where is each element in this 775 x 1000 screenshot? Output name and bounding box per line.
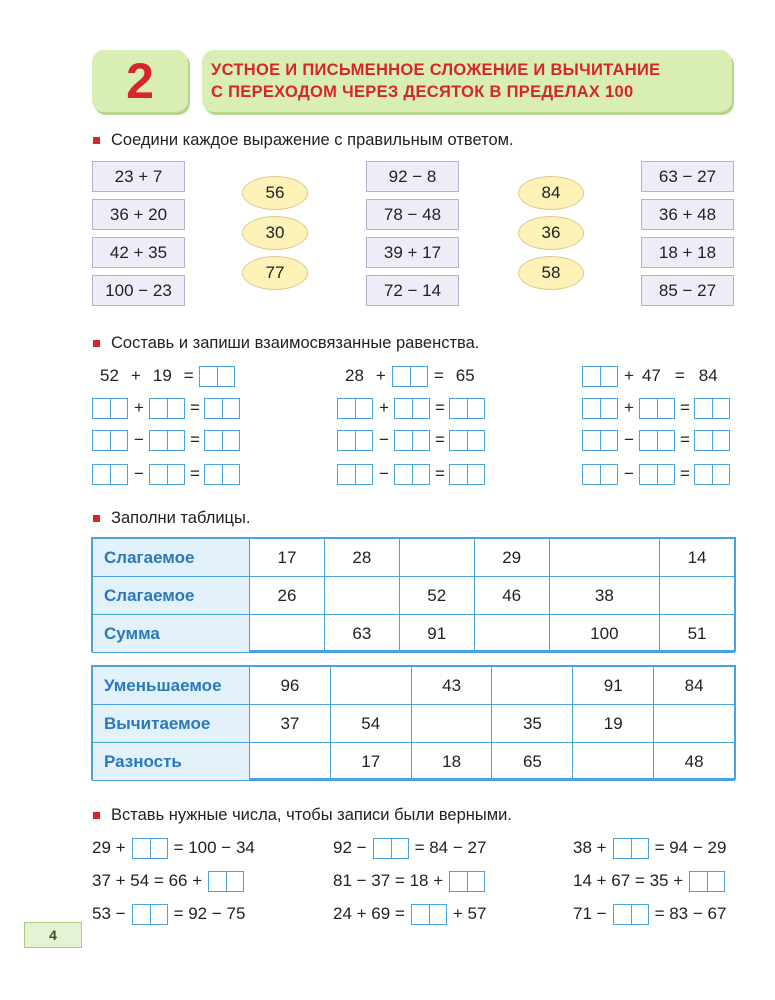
task2-instruction [93, 334, 479, 353]
answer-cells[interactable] [582, 366, 618, 387]
table-row [93, 577, 735, 615]
answer-cells[interactable] [582, 398, 618, 419]
answer-cells[interactable] [132, 838, 168, 859]
expression-box: 36 + 20 [92, 199, 185, 230]
task2-text: Составь и запиши взаимосвязанные равенства. [111, 334, 480, 352]
bullet-icon [93, 812, 100, 819]
table-cell[interactable] [660, 577, 735, 615]
expression-box: 23 + 7 [92, 161, 185, 192]
table-cell[interactable]: 100 [549, 615, 659, 653]
row-label: Сумма [93, 615, 250, 653]
equation-row: − = [337, 429, 485, 451]
equation-right-text: = 83 − 67 [654, 904, 727, 923]
expression-box: 85 − 27 [641, 275, 734, 306]
equation-right-text: = 92 − 75 [173, 904, 246, 923]
equation-left-text: 81 − 37 = 18 + [333, 871, 444, 890]
answer-cells[interactable] [639, 464, 675, 485]
fill-in-equation [333, 870, 491, 892]
bullet-icon [93, 137, 100, 144]
answer-cells[interactable] [92, 464, 128, 485]
answer-cells[interactable] [694, 430, 730, 451]
table-cell[interactable] [250, 615, 325, 653]
equation-row: + = [337, 397, 485, 419]
equation-row: − = [582, 429, 730, 451]
equation-row: + = [92, 397, 240, 419]
expression-box: 36 + 48 [641, 199, 734, 230]
table-row [93, 743, 735, 781]
equation-left-text: 53 − [92, 904, 126, 923]
equation-left-text: 37 + 54 = 66 + [92, 871, 203, 890]
table-cell[interactable]: 48 [654, 743, 735, 781]
table-cell[interactable] [399, 539, 474, 577]
table-cell[interactable] [654, 705, 735, 743]
section-title-line1: УСТНОЕ И ПИСЬМЕННОЕ СЛОЖЕНИЕ И ВЫЧИТАНИЕ [211, 61, 661, 79]
fill-in-equation [573, 837, 726, 859]
answer-cells[interactable] [613, 838, 649, 859]
equation-given: + 47 = 84 [582, 365, 718, 387]
table-cell[interactable]: 18 [411, 743, 492, 781]
answer-cells[interactable] [337, 464, 373, 485]
sum-table [92, 538, 735, 653]
answer-cells[interactable] [149, 398, 185, 419]
answer-cells[interactable] [132, 904, 168, 925]
row-label: Слагаемое [93, 539, 250, 577]
table-cell[interactable]: 54 [330, 705, 411, 743]
table-cell[interactable] [250, 743, 331, 781]
answer-cells[interactable] [411, 904, 447, 925]
answer-cells[interactable] [392, 366, 428, 387]
section-title-banner [202, 50, 732, 112]
fill-in-equation [92, 837, 255, 859]
equation-right-text: = 100 − 34 [173, 838, 255, 857]
equation-row: − = [582, 463, 730, 485]
table-cell[interactable] [411, 705, 492, 743]
answer-cells[interactable] [204, 398, 240, 419]
table-cell[interactable]: 91 [573, 667, 654, 705]
answer-cells[interactable] [149, 430, 185, 451]
task3-instruction [93, 509, 250, 528]
table-row [93, 705, 735, 743]
expression-box: 100 − 23 [92, 275, 185, 306]
table-cell[interactable] [492, 667, 573, 705]
row-label: Вычитаемое [93, 705, 250, 743]
table-cell[interactable] [474, 615, 549, 653]
answer-cells[interactable] [449, 430, 485, 451]
answer-cells[interactable] [204, 430, 240, 451]
expression-box: 63 − 27 [641, 161, 734, 192]
answer-cells[interactable] [639, 398, 675, 419]
answer-cells[interactable] [639, 430, 675, 451]
table-cell[interactable]: 14 [660, 539, 735, 577]
table-cell[interactable]: 28 [324, 539, 399, 577]
equation-row: + = [582, 397, 730, 419]
section-title-line2: С ПЕРЕХОДОМ ЧЕРЕЗ ДЕСЯТОК В ПРЕДЕЛАХ 100 [211, 83, 634, 101]
equation-left-text: 29 + [92, 838, 126, 857]
table-cell[interactable]: 51 [660, 615, 735, 653]
difference-table [92, 666, 735, 781]
table-cell[interactable]: 35 [492, 705, 573, 743]
answer-oval: 36 [518, 216, 584, 250]
answer-cells[interactable] [582, 464, 618, 485]
expression-box: 42 + 35 [92, 237, 185, 268]
table-cell[interactable]: 17 [330, 743, 411, 781]
answer-cells[interactable] [337, 430, 373, 451]
equation-right-text: = 84 − 27 [414, 838, 487, 857]
answer-cells[interactable] [449, 464, 485, 485]
table-cell[interactable]: 37 [250, 705, 331, 743]
answer-cells[interactable] [92, 430, 128, 451]
row-label: Уменьшаемое [93, 667, 250, 705]
row-label: Разность [93, 743, 250, 781]
answer-cells[interactable] [694, 464, 730, 485]
equation-left-text: 14 + 67 = 35 + [573, 871, 684, 890]
table-cell[interactable]: 52 [399, 577, 474, 615]
bullet-icon [93, 340, 100, 347]
answer-cells[interactable] [208, 871, 244, 892]
equation-left-text: 24 + 69 = [333, 904, 405, 923]
task1-instruction [93, 131, 514, 150]
answer-oval: 30 [242, 216, 308, 250]
equation-left-text: 92 − [333, 838, 367, 857]
answer-cells[interactable] [204, 464, 240, 485]
table-cell[interactable]: 84 [654, 667, 735, 705]
answer-oval: 56 [242, 176, 308, 210]
table-cell[interactable] [324, 577, 399, 615]
answer-cells[interactable] [373, 838, 409, 859]
equation-given: 28 + = 65 [345, 366, 475, 385]
table-cell[interactable]: 43 [411, 667, 492, 705]
section-number: 2 [126, 53, 154, 109]
answer-cells[interactable] [394, 430, 430, 451]
answer-cells[interactable] [149, 464, 185, 485]
table-cell[interactable]: 17 [250, 539, 325, 577]
page-number: 4 [24, 922, 82, 948]
equation-right-text: + 57 [452, 904, 487, 923]
answer-cells[interactable] [694, 398, 730, 419]
equation-row: − = [337, 463, 485, 485]
table-cell[interactable]: 19 [573, 705, 654, 743]
table-cell[interactable]: 63 [324, 615, 399, 653]
table-cell[interactable] [330, 667, 411, 705]
answer-cells[interactable] [337, 398, 373, 419]
answer-cells[interactable] [92, 398, 128, 419]
equation-given: 52 + 19 = [100, 365, 235, 387]
fill-in-equation [333, 903, 486, 925]
task3-text: Заполни таблицы. [111, 509, 251, 527]
fill-in-equation [333, 837, 486, 859]
table-cell[interactable]: 91 [399, 615, 474, 653]
table-cell[interactable]: 38 [549, 577, 659, 615]
task1-text: Соедини каждое выражение с правильным ответом. [111, 131, 514, 149]
answer-cells[interactable] [394, 398, 430, 419]
answer-cells[interactable] [449, 398, 485, 419]
table-row [93, 615, 735, 653]
table-row [93, 539, 735, 577]
answer-oval: 77 [242, 256, 308, 290]
answer-cells[interactable] [613, 904, 649, 925]
equation-left-text: 71 − [573, 904, 607, 923]
fill-in-equation [573, 903, 726, 925]
fill-in-equation [92, 903, 245, 925]
answer-oval: 84 [518, 176, 584, 210]
equation-row: − = [92, 463, 240, 485]
fill-in-equation [92, 870, 250, 892]
table-cell[interactable]: 96 [250, 667, 331, 705]
bullet-icon [93, 515, 100, 522]
table-cell[interactable] [549, 539, 659, 577]
expression-box: 78 − 48 [366, 199, 459, 230]
expression-box: 92 − 8 [366, 161, 459, 192]
answer-cells[interactable] [582, 430, 618, 451]
table-cell[interactable]: 46 [474, 577, 549, 615]
row-label: Слагаемое [93, 577, 250, 615]
table-cell[interactable]: 26 [250, 577, 325, 615]
expression-box: 18 + 18 [641, 237, 734, 268]
equation-row: − = [92, 429, 240, 451]
answer-oval: 58 [518, 256, 584, 290]
equation-left-text: 38 + [573, 838, 607, 857]
expression-box: 39 + 17 [366, 237, 459, 268]
table-cell[interactable] [573, 743, 654, 781]
task4-text: Вставь нужные числа, чтобы записи были верными. [111, 806, 512, 824]
answer-cells[interactable] [394, 464, 430, 485]
fill-in-equation [573, 870, 731, 892]
table-cell[interactable]: 29 [474, 539, 549, 577]
expression-box: 72 − 14 [366, 275, 459, 306]
section-number-badge [92, 50, 188, 112]
table-cell[interactable]: 65 [492, 743, 573, 781]
task4-instruction [93, 806, 512, 825]
table-row [93, 667, 735, 705]
equation-right-text: = 94 − 29 [654, 838, 727, 857]
answer-cells[interactable] [449, 871, 485, 892]
answer-cells[interactable] [689, 871, 725, 892]
answer-cells[interactable] [199, 366, 235, 387]
